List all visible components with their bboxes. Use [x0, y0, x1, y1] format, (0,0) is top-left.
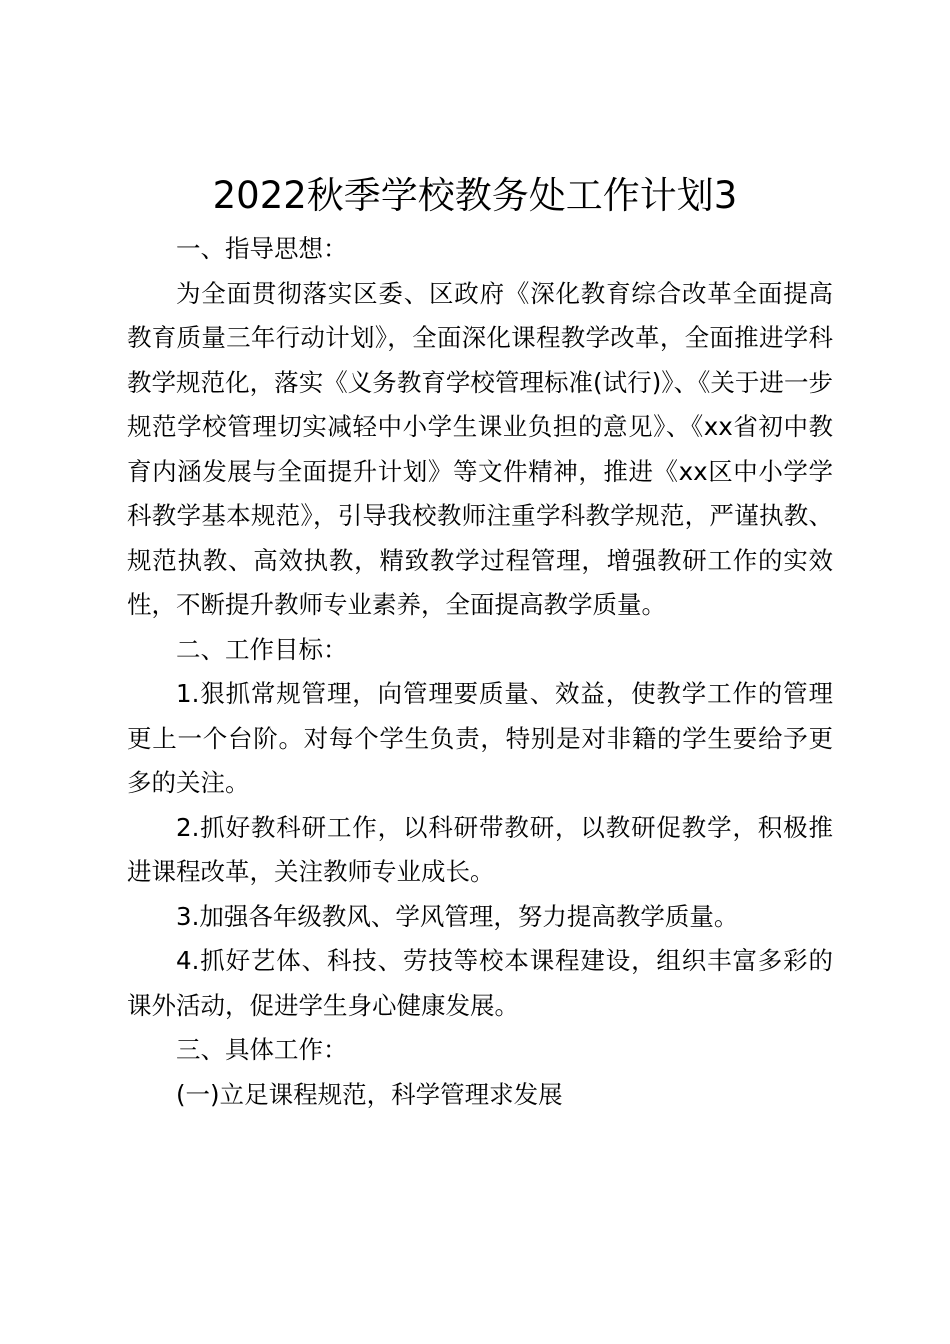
- document-body: [127, 227, 833, 1117]
- section-heading-specific-work: 三、具体工作：: [176, 1035, 348, 1064]
- goal-item-4: 4.抓好艺体、科技、劳技等校本课程建设，组织丰富多彩的课外活动，促进学生身心健康发展。: [127, 946, 833, 1020]
- goal-item-1: 1.狠抓常规管理，向管理要质量、效益，使教学工作的管理更上一个台阶。对每个学生负责，特别是对非籍的学生要给予更多的关注。: [127, 679, 833, 797]
- subsection-heading-curriculum: (一)立足课程规范，科学管理求发展: [176, 1079, 563, 1109]
- goal-item-2: 2.抓好教科研工作，以科研带教研，以教研促教学，积极推进课程改革，关注教师专业成长。: [127, 812, 833, 886]
- document-title: 2022秋季学校教务处工作计划3: [212, 174, 738, 217]
- goal-item-3: 3.加强各年级教风、学风管理，努力提高教学质量。: [176, 901, 739, 931]
- section-heading-guiding-thought: 一、指导思想：: [176, 234, 348, 263]
- paragraph-guiding-thought: 为全面贯彻落实区委、区政府《深化教育综合改革全面提高教育质量三年行动计划》，全面深化课程教学改革，全面推进学科教学规范化，落实《义务教育学校管理标准(试行)》、《关于进一步规范学校管理切实减轻中小学生课业负担的意见》、《xx省初中教育内涵发展与全面提升计划》等文件精神，推进《xx区中小学学科教学基本规范》，引导我校教师注重学科教学规范，严谨执教、规范执教、高效执教，精致教学过程管理，增强教研工作的实效性，不断提升教师专业素养，全面提高教学质量。: [127, 278, 833, 619]
- section-heading-work-goals: 二、工作目标：: [176, 634, 348, 664]
